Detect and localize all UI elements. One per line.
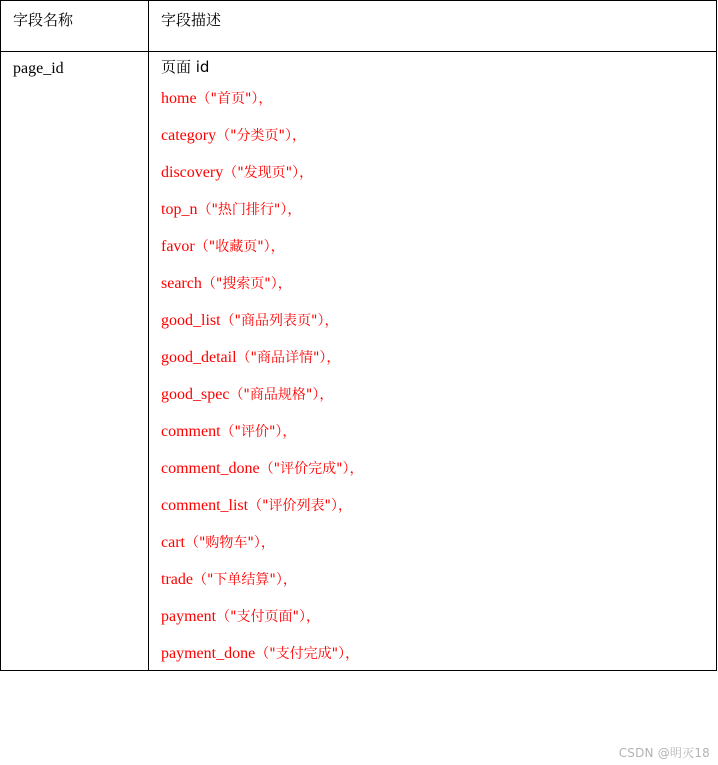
enum-key: good_list — [161, 312, 221, 329]
enum-desc: （"评价"）， — [220, 424, 297, 440]
list-item — [161, 424, 706, 440]
enum-key: comment — [161, 423, 221, 440]
list-item — [161, 461, 706, 477]
enum-desc: （"支付完成"）， — [255, 646, 360, 662]
description-title: 页面 id — [161, 58, 210, 76]
enum-key: trade — [161, 571, 193, 588]
enum-key: payment — [161, 608, 217, 625]
enum-key: comment_done — [161, 460, 260, 477]
enum-desc: （"搜索页"）， — [201, 276, 292, 292]
enum-key: good_spec — [161, 386, 230, 403]
list-item — [161, 128, 706, 144]
enum-key: cart — [161, 534, 185, 551]
enum-key: top_n — [161, 201, 198, 218]
list-item — [161, 165, 706, 181]
list-item — [161, 239, 706, 255]
list-item — [161, 646, 706, 662]
list-item — [161, 313, 706, 329]
enum-desc: （"商品详情"）， — [236, 350, 341, 366]
enum-desc: （"下单结算"）， — [192, 572, 297, 588]
column-header-field-name: 字段名称 — [1, 1, 149, 52]
enum-key: search — [161, 275, 202, 292]
list-item — [161, 276, 706, 292]
field-description-cell — [149, 52, 717, 671]
enum-desc: （"分类页"）， — [216, 128, 306, 144]
enum-key: category — [161, 127, 217, 144]
enum-desc: （"支付页面"）， — [216, 609, 320, 625]
enum-key: favor — [161, 238, 195, 255]
column-header-field-description: 字段描述 — [149, 1, 717, 52]
enum-desc: （"发现页"）， — [223, 165, 314, 181]
list-item — [161, 387, 706, 403]
list-item — [161, 91, 706, 107]
table-header-row — [1, 1, 717, 52]
list-item — [161, 202, 706, 218]
enum-desc: （"收藏页"）， — [194, 239, 285, 255]
enum-key: discovery — [161, 164, 224, 181]
enum-key: home — [161, 90, 197, 107]
list-item — [161, 498, 706, 514]
enum-desc: （"首页"）， — [196, 91, 273, 107]
enum-desc: （"商品规格"）， — [229, 387, 334, 403]
list-item — [161, 350, 706, 366]
list-item — [161, 572, 706, 588]
field-name-cell: page_id — [1, 52, 149, 671]
watermark-text: CSDN @明灭18 — [618, 746, 710, 760]
enum-desc: （"商品列表页"）， — [220, 313, 339, 329]
list-item — [161, 535, 706, 551]
list-item — [161, 609, 706, 625]
enum-key: comment_list — [161, 497, 249, 514]
enum-key: payment_done — [161, 645, 256, 662]
enum-desc: （"评价列表"）， — [248, 498, 352, 514]
enum-desc: （"购物车"）， — [184, 535, 275, 551]
enum-desc: （"评价完成"）， — [259, 461, 364, 477]
enum-key: good_detail — [161, 349, 237, 366]
table-row — [1, 52, 717, 671]
enum-desc: （"热门排行"）， — [197, 202, 302, 218]
